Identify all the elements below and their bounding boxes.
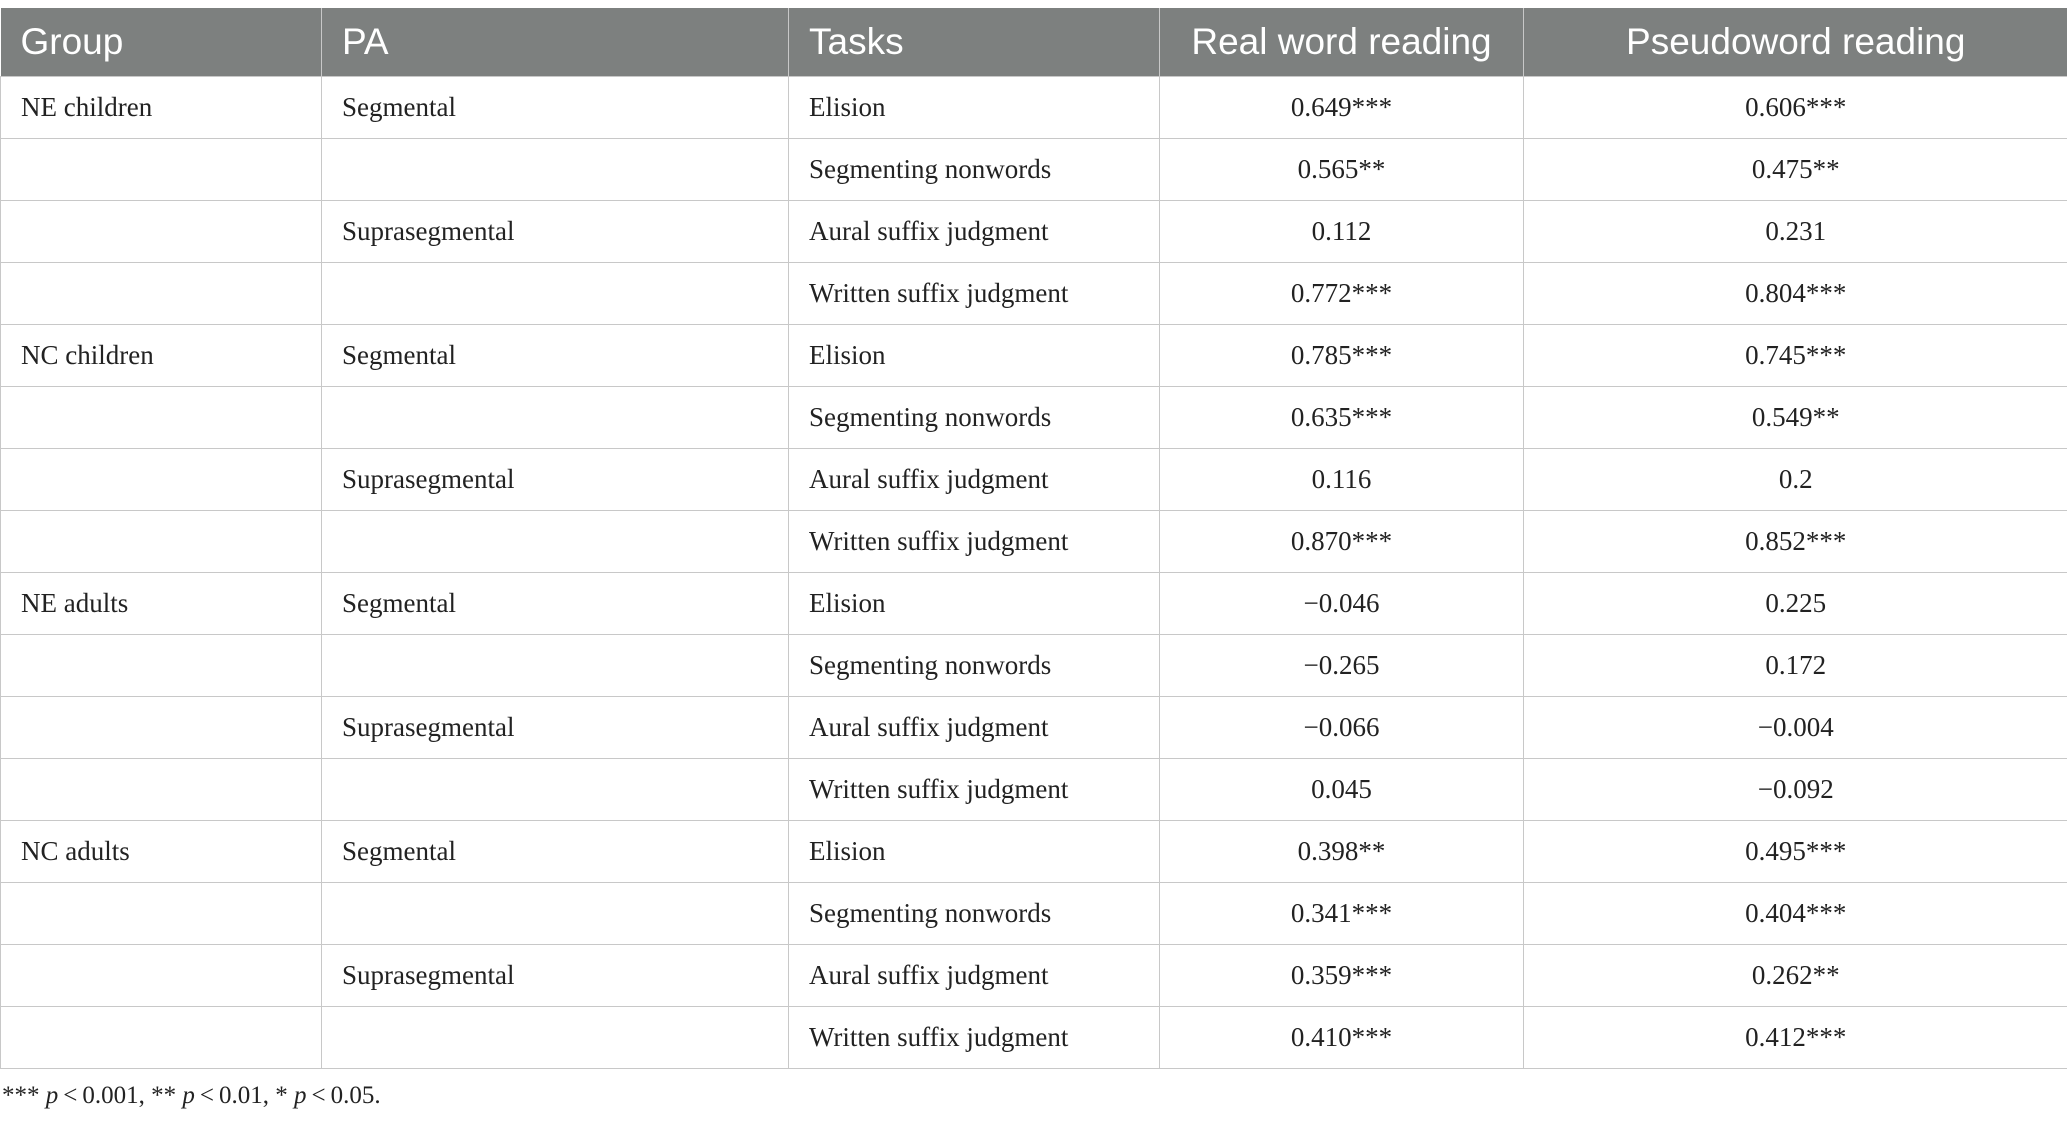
real-word-value: 0.772***	[1160, 263, 1524, 325]
group-cell	[1, 759, 322, 821]
pa-cell: Suprasegmental	[322, 697, 789, 759]
task-cell: Written suffix judgment	[789, 1007, 1160, 1069]
group-cell: NC adults	[1, 821, 322, 883]
group-cell: NE children	[1, 77, 322, 139]
footnote-text: < 0.01, *	[194, 1082, 294, 1109]
real-word-value: 0.785***	[1160, 325, 1524, 387]
group-cell: NC children	[1, 325, 322, 387]
task-cell: Aural suffix judgment	[789, 697, 1160, 759]
pseudoword-value: 0.2	[1524, 449, 2067, 511]
table-body	[1, 77, 2067, 1069]
table-row	[1, 1007, 2067, 1069]
group-cell	[1, 1007, 322, 1069]
footnote-text: ***	[2, 1082, 46, 1109]
table-row	[1, 325, 2067, 387]
task-cell: Elision	[789, 573, 1160, 635]
pseudoword-value: 0.606***	[1524, 77, 2067, 139]
correlation-table	[0, 8, 2067, 1069]
table-row	[1, 945, 2067, 1007]
task-cell: Aural suffix judgment	[789, 945, 1160, 1007]
group-cell	[1, 635, 322, 697]
pa-cell	[322, 1007, 789, 1069]
task-cell: Segmenting nonwords	[789, 635, 1160, 697]
table-row	[1, 821, 2067, 883]
task-cell: Segmenting nonwords	[789, 883, 1160, 945]
pseudoword-value: 0.231	[1524, 201, 2067, 263]
significance-footnote	[2, 1082, 381, 1110]
task-cell: Written suffix judgment	[789, 759, 1160, 821]
task-cell: Segmenting nonwords	[789, 139, 1160, 201]
pa-cell	[322, 635, 789, 697]
table-row	[1, 697, 2067, 759]
header-pa: PA	[322, 8, 789, 77]
pa-cell: Segmental	[322, 325, 789, 387]
pseudoword-value: 0.549**	[1524, 387, 2067, 449]
group-cell	[1, 263, 322, 325]
group-cell	[1, 449, 322, 511]
table-header-row	[1, 8, 2067, 77]
group-cell	[1, 697, 322, 759]
table-row	[1, 759, 2067, 821]
pa-cell: Segmental	[322, 77, 789, 139]
pa-cell	[322, 387, 789, 449]
header-group: Group	[1, 8, 322, 77]
task-cell: Segmenting nonwords	[789, 387, 1160, 449]
pseudoword-value: 0.172	[1524, 635, 2067, 697]
real-word-value: −0.046	[1160, 573, 1524, 635]
table-row	[1, 263, 2067, 325]
pa-cell	[322, 139, 789, 201]
pseudoword-value: 0.804***	[1524, 263, 2067, 325]
header-tasks: Tasks	[789, 8, 1160, 77]
pseudoword-value: −0.004	[1524, 697, 2067, 759]
real-word-value: 0.565**	[1160, 139, 1524, 201]
real-word-value: −0.265	[1160, 635, 1524, 697]
real-word-value: 0.635***	[1160, 387, 1524, 449]
real-word-value: 0.870***	[1160, 511, 1524, 573]
group-cell	[1, 387, 322, 449]
table-row	[1, 449, 2067, 511]
pseudoword-value: 0.745***	[1524, 325, 2067, 387]
group-cell: NE adults	[1, 573, 322, 635]
group-cell	[1, 201, 322, 263]
footnote-text: < 0.05.	[306, 1082, 381, 1109]
table-row	[1, 387, 2067, 449]
real-word-value: 0.410***	[1160, 1007, 1524, 1069]
footnote-p-symbol: p	[293, 1082, 307, 1109]
group-cell	[1, 945, 322, 1007]
table-row	[1, 511, 2067, 573]
task-cell: Written suffix judgment	[789, 263, 1160, 325]
table-row	[1, 573, 2067, 635]
table-row	[1, 635, 2067, 697]
header-real-word-reading: Real word reading	[1160, 8, 1524, 77]
pseudoword-value: −0.092	[1524, 759, 2067, 821]
pseudoword-value: 0.475**	[1524, 139, 2067, 201]
real-word-value: 0.045	[1160, 759, 1524, 821]
pa-cell	[322, 883, 789, 945]
group-cell	[1, 511, 322, 573]
real-word-value: 0.116	[1160, 449, 1524, 511]
pseudoword-value: 0.412***	[1524, 1007, 2067, 1069]
pseudoword-value: 0.852***	[1524, 511, 2067, 573]
real-word-value: 0.398**	[1160, 821, 1524, 883]
real-word-value: 0.341***	[1160, 883, 1524, 945]
table-row	[1, 201, 2067, 263]
pa-cell: Suprasegmental	[322, 201, 789, 263]
real-word-value: 0.112	[1160, 201, 1524, 263]
task-cell: Elision	[789, 325, 1160, 387]
pa-cell: Suprasegmental	[322, 449, 789, 511]
header-pseudoword-reading: Pseudoword reading	[1524, 8, 2067, 77]
pa-cell	[322, 759, 789, 821]
real-word-value: 0.359***	[1160, 945, 1524, 1007]
footnote-text: < 0.001, **	[58, 1082, 183, 1109]
table-row	[1, 883, 2067, 945]
pseudoword-value: 0.225	[1524, 573, 2067, 635]
pa-cell	[322, 263, 789, 325]
pseudoword-value: 0.404***	[1524, 883, 2067, 945]
task-cell: Written suffix judgment	[789, 511, 1160, 573]
table-row	[1, 139, 2067, 201]
footnote-p-symbol: p	[45, 1082, 59, 1109]
pseudoword-value: 0.262**	[1524, 945, 2067, 1007]
pa-cell: Suprasegmental	[322, 945, 789, 1007]
task-cell: Aural suffix judgment	[789, 201, 1160, 263]
pa-cell	[322, 511, 789, 573]
real-word-value: −0.066	[1160, 697, 1524, 759]
real-word-value: 0.649***	[1160, 77, 1524, 139]
group-cell	[1, 883, 322, 945]
footnote-p-symbol: p	[182, 1082, 195, 1109]
task-cell: Elision	[789, 77, 1160, 139]
pa-cell: Segmental	[322, 821, 789, 883]
group-cell	[1, 139, 322, 201]
pseudoword-value: 0.495***	[1524, 821, 2067, 883]
task-cell: Aural suffix judgment	[789, 449, 1160, 511]
pa-cell: Segmental	[322, 573, 789, 635]
task-cell: Elision	[789, 821, 1160, 883]
correlation-table-container	[0, 8, 2067, 1069]
table-row	[1, 77, 2067, 139]
